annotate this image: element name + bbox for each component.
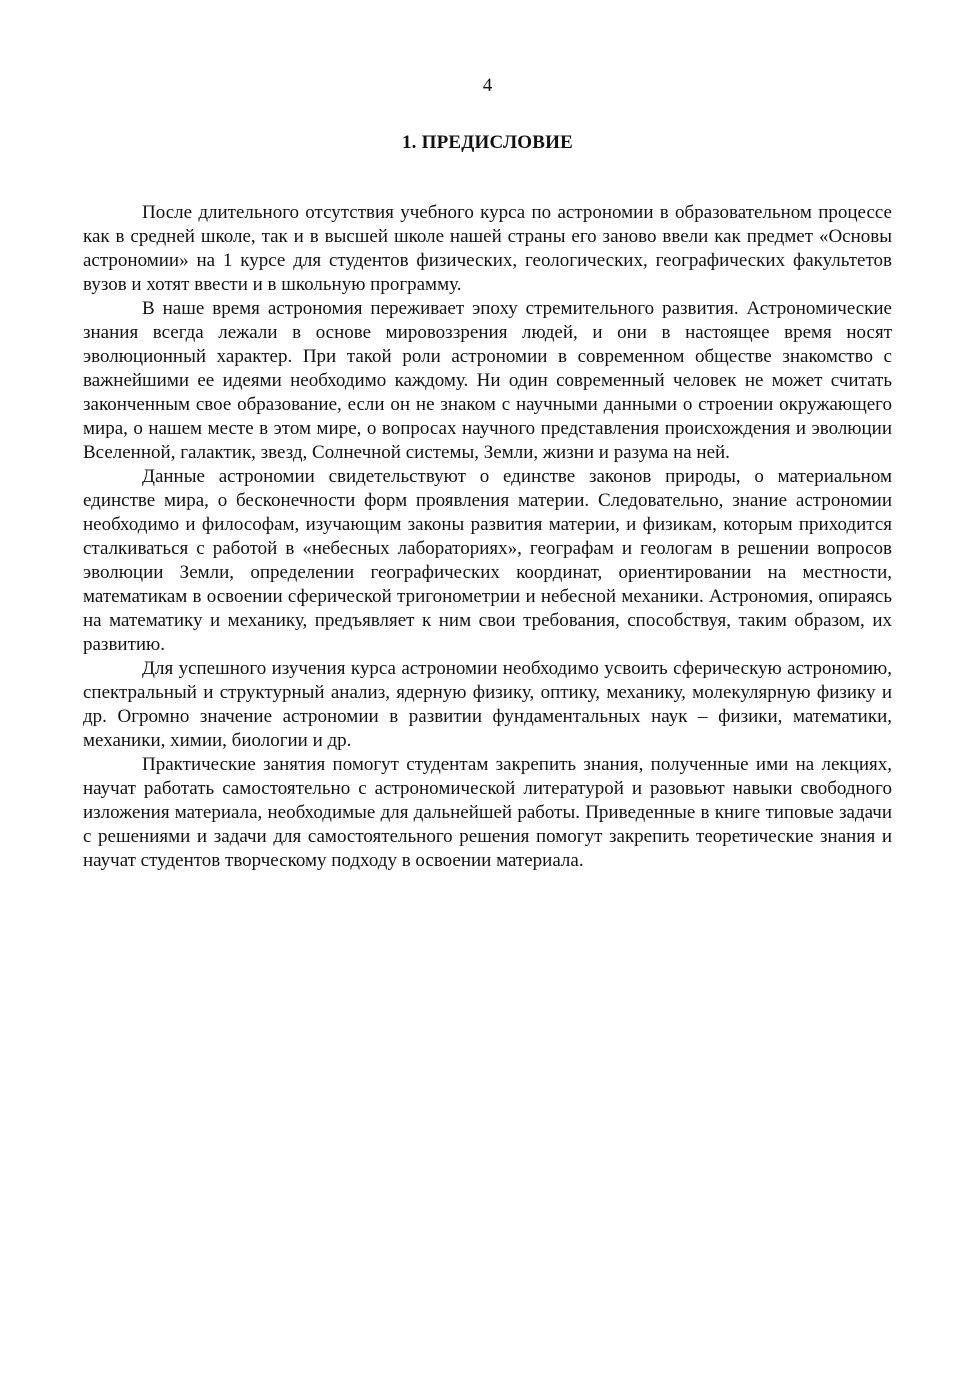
paragraph-1: После длительного отсутствия учебного курса по астрономии в образовательном процессе как в средней школе, так и в высшей школе нашей страны его заново ввели как предмет «Основы астрономии» на 1 курсе для студентов физических, геологических, географических факультетов вузов и хотят ввести и в школьную программу. bbox=[83, 202, 892, 295]
paragraph-5: Практические занятия помогут студентам закрепить знания, полученные ими на лекциях, научат работать самостоятельно с астрономической литературой и разовьют навыки свободного изложения материала, необходимые для дальнейшей работы. Приведенные в книге типовые задачи с решениями и задачи для самостоятельного решения помогут закрепить теоретические знания и научат студентов творческому подходу в освоении материала. bbox=[83, 754, 892, 871]
chapter-title: 1. ПРЕДИСЛОВИЕ bbox=[401, 132, 574, 153]
paragraph-3: Данные астрономии свидетельствуют о единстве законов природы, о материальном единстве мира, о бесконечности форм проявления материи. Следовательно, знание астрономии необходимо и философам, изучающим законы развития материи, и физикам, которым приходится сталкиваться с работой в «небесных лабораториях», географам и геологам в решении вопросов эволюции Земли, определении географических координат, ориентировании на местности, математикам в освоении сферической тригонометрии и небесной механики. Астрономия, опираясь на математику и механику, предъявляет к ним свои требования, способствуя, таким образом, их развитию. bbox=[83, 466, 892, 655]
paragraph-2: В наше время астрономия переживает эпоху стремительного развития. Астрономические знания всегда лежали в основе мировоззрения людей, и они в настоящее время носят эволюционный характер. При такой роли астрономии в современном обществе знакомство с важнейшими ее идеями необходимо каждому. Ни один современный человек не может считать законченным свое образование, если он не знаком с научными данными о строении окружающего мира, о нашем месте в этом мире, о вопросах научного представления происхождения и эволюции Вселенной, галактик, звезд, Солнечной системы, Земли, жизни и разума на ней. bbox=[83, 298, 892, 463]
paragraph-4: Для успешного изучения курса астрономии необходимо усвоить сферическую астрономию, спектральный и структурный анализ, ядерную физику, оптику, механику, молекулярную физику и др. Огромно значение астрономии в развитии фундаментальных наук – физики, математики, механики, химии, биологии и др. bbox=[83, 658, 892, 751]
page-number: 4 bbox=[482, 75, 493, 96]
preface-body bbox=[83, 201, 892, 873]
